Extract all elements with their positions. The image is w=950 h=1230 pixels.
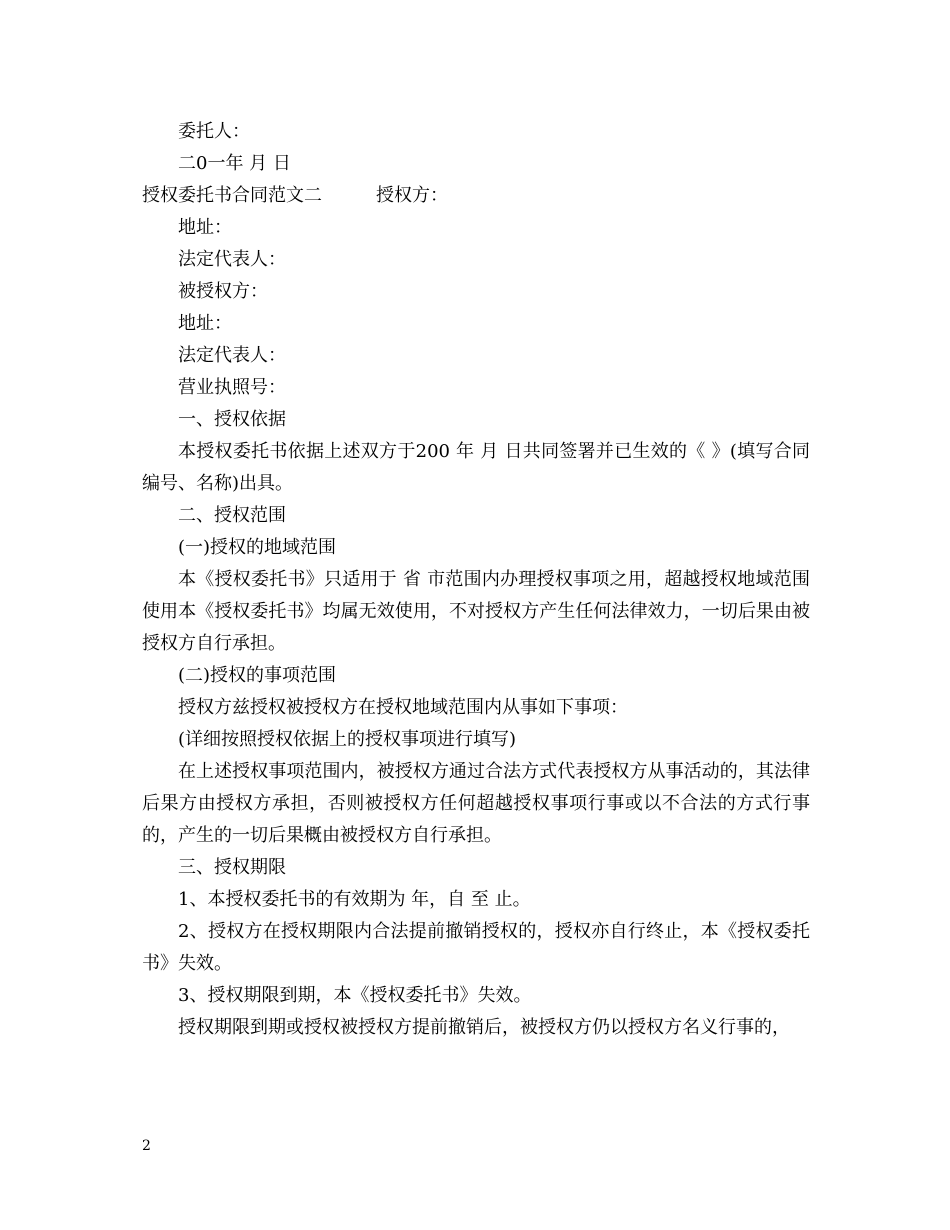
section-2-heading: 二、授权范围 <box>178 505 286 526</box>
section-3-body: 授权期限到期或授权被授权方提前撤销后，被授权方仍以授权方名义行事的， <box>178 1017 790 1038</box>
section-2-sub-2-body-2: 在上述授权事项范围内，被授权方通过合法方式代表授权方从事活动的，其法律后果方由授权方承担，否则被授权方任何超越授权事项行事或以不合法的方式行事的，产生的一切后果概由被授权方自行承担。 <box>142 761 810 846</box>
section-3-item-3: 3、授权期限到期，本《授权委托书》失效。 <box>178 985 532 1006</box>
section-1-heading: 一、授权依据 <box>178 409 286 430</box>
section-3-item-1: 1、本授权委托书的有效期为 年，自 至 止。 <box>178 889 531 910</box>
date-line: 二0一年 月 日 <box>178 153 291 174</box>
page-number: 2 <box>142 1138 151 1154</box>
section-3-item-2: 2、授权方在授权期限内合法提前撤销授权的，授权亦自行终止，本《授权委托书》失效。 <box>142 921 810 974</box>
section-2-sub-2-note: (详细按照授权依据上的授权事项进行填写) <box>178 729 517 750</box>
address-line-1: 地址： <box>178 217 232 238</box>
grantee-line: 被授权方： <box>178 281 268 302</box>
sample-title: 授权委托书合同范文二 <box>142 185 322 206</box>
section-1-body: 本授权委托书依据上述双方于200 年 月 日共同签署并已生效的《 》(填写合同编号、名称)出具。 <box>142 441 810 494</box>
document-body <box>142 116 810 1044</box>
legal-rep-line-2: 法定代表人： <box>178 345 286 366</box>
sample-title-line <box>142 180 810 212</box>
license-number-line: 营业执照号： <box>178 377 286 398</box>
section-2-sub-2-heading: (二)授权的事项范围 <box>178 665 337 686</box>
grantor-label: 授权方： <box>376 185 448 206</box>
section-2-sub-1-heading: (一)授权的地域范围 <box>178 537 337 558</box>
address-line-2: 地址： <box>178 313 232 334</box>
section-3-heading: 三、授权期限 <box>178 857 286 878</box>
entrustor-line: 委托人： <box>178 121 250 142</box>
section-2-sub-2-body: 授权方兹授权被授权方在授权地域范围内从事如下事项： <box>178 697 628 718</box>
section-2-sub-1-body: 本《授权委托书》只适用于 省 市范围内办理授权事项之用，超越授权地域范围使用本《授权委托书》均属无效使用，不对授权方产生任何法律效力，一切后果由被授权方自行承担。 <box>142 569 810 654</box>
legal-rep-line-1: 法定代表人： <box>178 249 286 270</box>
